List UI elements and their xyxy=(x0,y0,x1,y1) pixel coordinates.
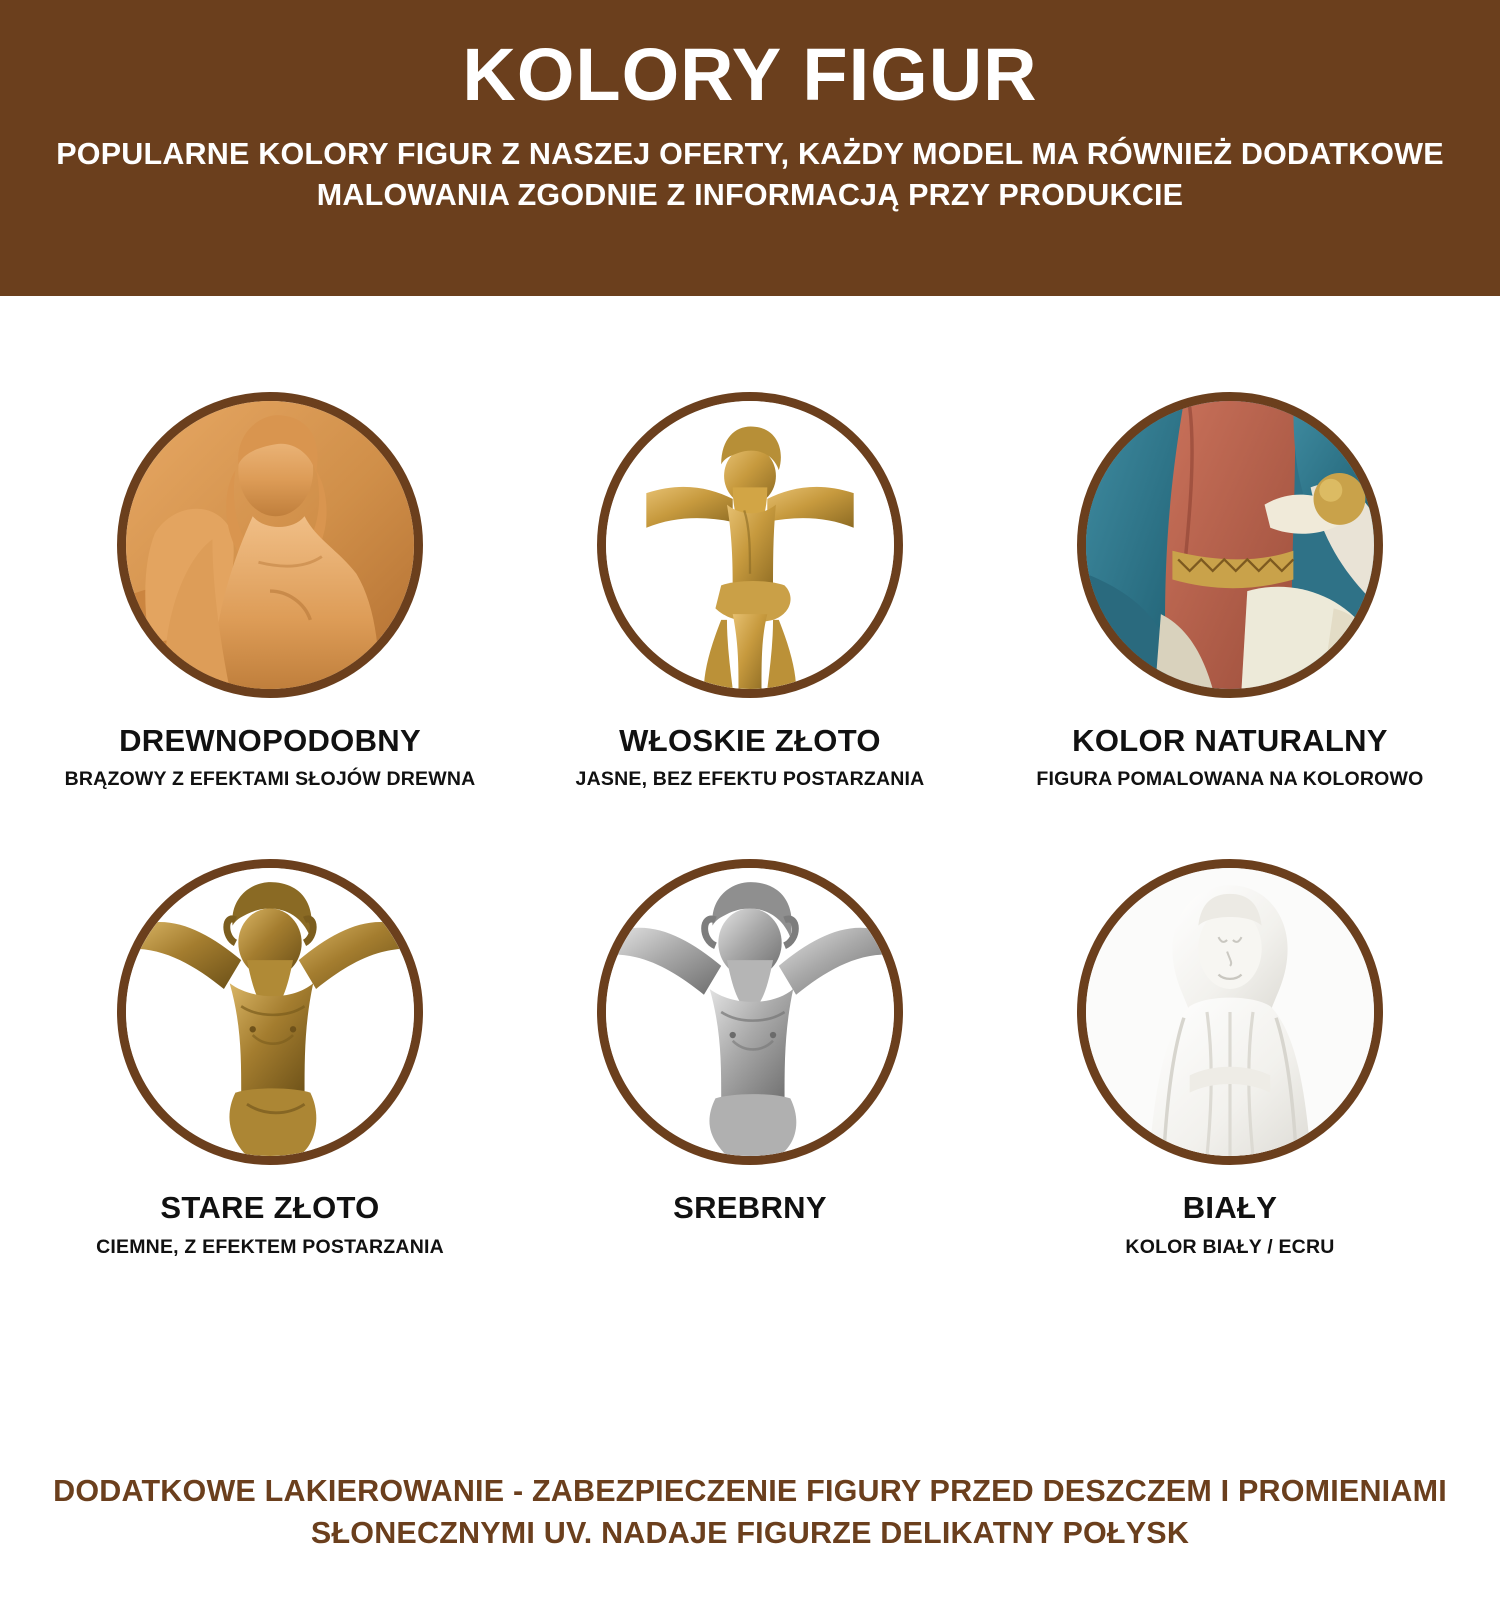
color-title: KOLOR NATURALNY xyxy=(1072,723,1388,758)
antique-gold-crucifix-photo xyxy=(126,868,414,1156)
color-subtitle: KOLOR BIAŁY / ECRU xyxy=(1125,1235,1335,1258)
color-subtitle: FIGURA POMALOWANA NA KOLOROWO xyxy=(1036,768,1424,791)
color-sample-image-bialy[interactable] xyxy=(1077,859,1383,1165)
header-banner xyxy=(0,0,1500,296)
color-title: STARE ZŁOTO xyxy=(160,1190,380,1226)
caption-stare-zloto xyxy=(96,1191,444,1258)
color-title: BIAŁY xyxy=(1182,1190,1278,1226)
caption-bialy xyxy=(1125,1191,1334,1258)
color-subtitle: JASNE, BEZ EFEKTU POSTARZANIA xyxy=(575,768,925,791)
color-option-srebrny[interactable] xyxy=(510,859,990,1258)
header-subtitle: POPULARNE KOLORY FIGUR Z NASZEJ OFERTY, KAŻDY MODEL MA RÓWNIEŻ DODATKOWE MALOWANIA ZGODNIE Z INFORMACJĄ PRZY PRODUKCIE xyxy=(56,137,1444,213)
silver-crucifix-photo xyxy=(606,868,894,1156)
caption-wloskie-zloto xyxy=(576,724,925,791)
color-grid-row-2 xyxy=(0,791,1500,1258)
color-grid-row-1 xyxy=(0,296,1500,791)
color-sample-image-wloskie-zloto[interactable] xyxy=(597,392,903,698)
wood-look-christ-figure-photo xyxy=(126,401,414,689)
color-title: WŁOSKIE ZŁOTO xyxy=(619,723,881,758)
color-title: SREBRNY xyxy=(673,1190,827,1226)
color-option-bialy[interactable] xyxy=(990,859,1470,1258)
footer-note: DODATKOWE LAKIEROWANIE - ZABEZPIECZENIE FIGURY PRZED DESZCZEM I PROMIENIAMI SŁONECZNYMI UV. NADAJE FIGURZE DELIKATNY POŁYSK xyxy=(53,1474,1447,1550)
color-sample-image-srebrny[interactable] xyxy=(597,859,903,1165)
color-option-stare-zloto[interactable] xyxy=(30,859,510,1258)
color-option-drewnopodobny[interactable] xyxy=(30,392,510,791)
page-title: KOLORY FIGUR xyxy=(462,33,1038,116)
caption-srebrny xyxy=(673,1191,827,1235)
color-subtitle: CIEMNE, Z EFEKTEM POSTARZANIA xyxy=(96,1235,444,1258)
white-madonna-figure-photo xyxy=(1086,868,1374,1156)
color-title: DREWNOPODOBNY xyxy=(119,723,421,758)
color-subtitle: BRĄZOWY Z EFEKTAMI SŁOJÓW DREWNA xyxy=(64,768,476,791)
color-sample-image-drewnopodobny[interactable] xyxy=(117,392,423,698)
caption-kolor-naturalny xyxy=(1036,724,1423,791)
color-sample-image-stare-zloto[interactable] xyxy=(117,859,423,1165)
natural-color-painted-figure-photo xyxy=(1086,401,1374,689)
color-option-kolor-naturalny[interactable] xyxy=(990,392,1470,791)
color-option-wloskie-zloto[interactable] xyxy=(510,392,990,791)
italian-gold-crucifix-photo xyxy=(606,401,894,689)
color-sample-image-kolor-naturalny[interactable] xyxy=(1077,392,1383,698)
caption-drewnopodobny xyxy=(65,724,476,791)
